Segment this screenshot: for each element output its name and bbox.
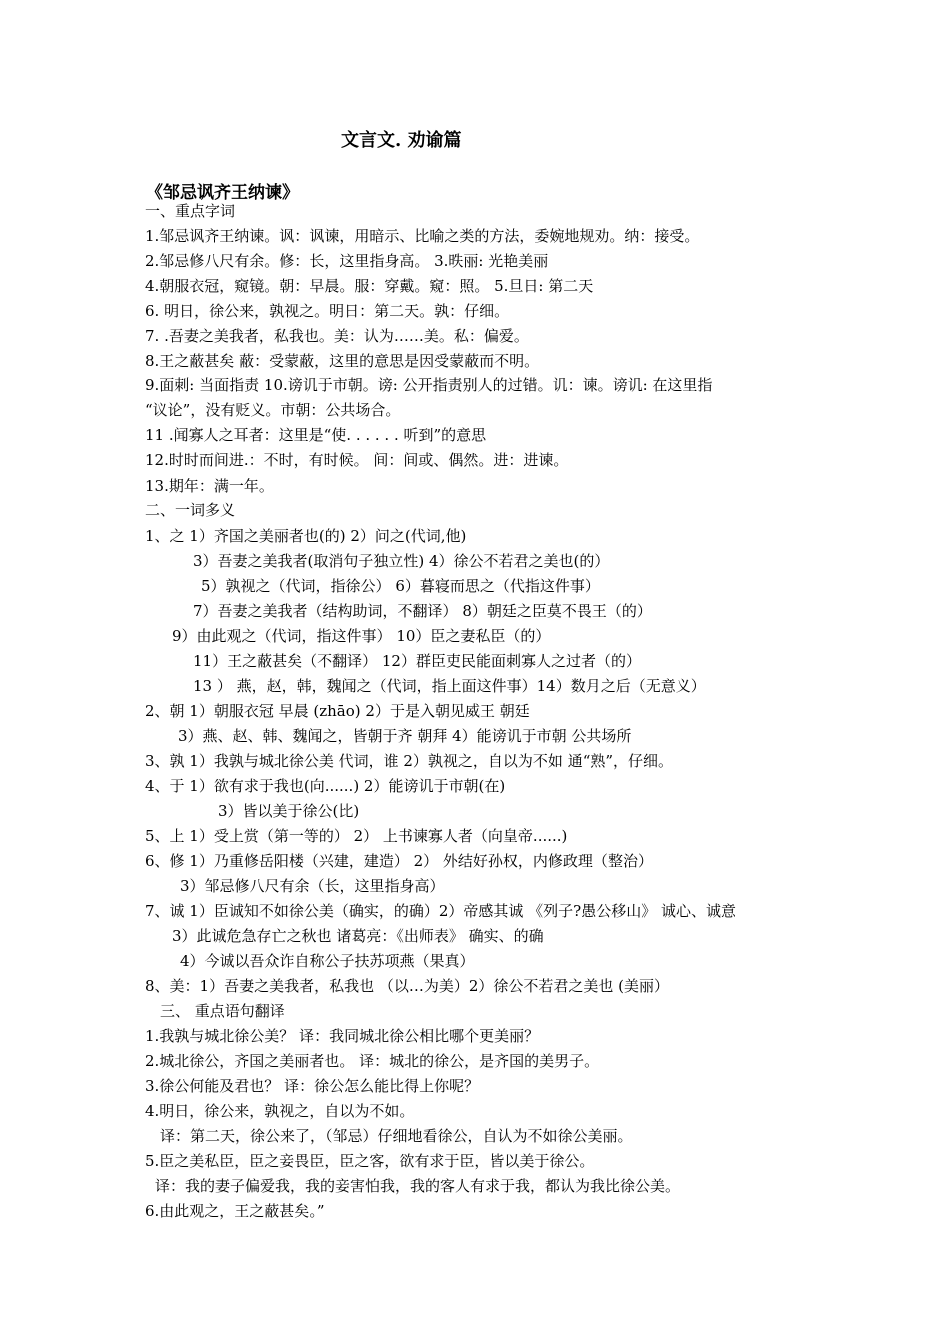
document-title: 文言文. 劝谕篇 [341,130,462,151]
text-line: 4）今诚以吾众诈自称公子扶苏项燕（果真） [180,952,475,970]
text-line: 2.城北徐公，齐国之美丽者也。 译：城北的徐公，是齐国的美男子。 [145,1052,600,1070]
text-line: 3.徐公何能及君也？ 译：徐公怎么能比得上你呢？ [145,1077,480,1095]
text-line: 9）由此观之（代词，指这件事） 10）臣之妻私臣（的） [172,627,551,645]
text-line: 3、孰 1）我孰与城北徐公美 代词，谁 2）孰视之，自以为不如 通“熟”，仔细。 [145,752,674,770]
text-line: 4.朝服衣冠，窥镜。朝：早晨。服：穿戴。窥：照。 5.旦日: 第二天 [145,277,594,295]
text-line: 1.我孰与城北徐公美？ 译：我同城北徐公相比哪个更美丽？ [145,1027,540,1045]
text-line: 9.面刺: 当面指责 10.谤讥于市朝。谤: 公开指责别人的过错。讥：谏。谤讥: 在这里指 [145,376,713,394]
text-line: 13 ） 燕，赵，韩，魏闻之（代词，指上面这件事）14）数月之后（无意义） [193,677,706,695]
text-line: 5、上 1）受上赏（第一等的） 2） 上书谏寡人者（向皇帝......) [145,827,568,845]
text-line: 译：第二天，徐公来了，（邹忌）仔细地看徐公，自认为不如徐公美丽。 [160,1127,633,1145]
text-line: 8、美：1）吾妻之美我者，私我也 （以…为美）2）徐公不若君之美也 (美丽） [145,977,670,995]
text-line: 4、于 1）欲有求于我也(向......) 2）能谤讥于市朝(在) [145,777,506,795]
text-line: 3）皆以美于徐公(比) [218,802,360,820]
text-line: 3）吾妻之美我者(取消句子独立性) 4）徐公不若君之美也(的） [193,552,610,570]
text-line: 6、修 1）乃重修岳阳楼（兴建，建造） 2） 外结好孙权，内修政理（整治） [145,852,653,870]
text-line: 5）孰视之（代词，指徐公） 6）暮寝而思之（代指这件事） [201,577,600,595]
text-line: 6.由此观之，王之蔽甚矣。” [145,1202,325,1220]
text-line: 5.臣之美私臣，臣之妾畏臣，臣之客，欲有求于臣，皆以美于徐公。 [145,1152,595,1170]
text-line: 3）邹忌修八尺有余（长，这里指身高） [180,877,445,895]
text-line: 8.王之蔽甚矣 蔽：受蒙蔽，这里的意思是因受蒙蔽而不明。 [145,352,540,370]
text-line: 4.明日，徐公来，孰视之，自以为不如。 [145,1102,415,1120]
text-line: “议论”，没有贬义。市朝：公共场合。 [145,401,401,419]
text-line: 7、诚 1）臣诚知不如徐公美（确实，的确）2）帝感其诚 《列子?愚公移山》 诚心、诚意 [145,902,736,920]
text-line: 12.时时而间进.：不时，有时候。 间：间或、偶然。进：进谏。 [145,451,569,469]
text-line: 1.邹忌讽齐王纳谏。讽：讽谏，用暗示、比喻之类的方法，委婉地规劝。纳：接受。 [145,227,700,245]
text-line: 3）此诚危急存亡之秋也 诸葛亮：《出师表》 确实、的确 [172,927,544,945]
text-line: 11 .闻寡人之耳者：这里是“使. . . . . . 听到”的意思 [145,426,487,444]
section-title: 《邹忌讽齐王纳谏》 [146,183,299,203]
text-line: 译：我的妻子偏爱我，我的妾害怕我，我的客人有求于我，都认为我比徐公美。 [155,1177,681,1195]
text-line: 7. .吾妻之美我者，私我也。美：认为……美。私：偏爱。 [145,327,529,345]
text-line: 2.邹忌修八尺有余。修：长，这里指身高。 3.昳丽: 光艳美丽 [145,252,549,270]
heading-key-words: 一、重点字词 [145,202,236,220]
text-line: 6. 明日，徐公来，孰视之。明日：第二天。孰：仔细。 [145,302,510,320]
text-line: 1、之 1）齐国之美丽者也(的) 2）问之(代词,他) [145,527,467,545]
heading-polysemy: 二、一词多义 [145,501,236,519]
text-line: 7）吾妻之美我者（结构助词，不翻译） 8）朝廷之臣莫不畏王（的） [193,602,652,620]
heading-translation: 三、 重点语句翻译 [160,1002,285,1020]
text-line: 3）燕、赵、韩、魏闻之，皆朝于齐 朝拜 4）能谤讥于市朝 公共场所 [178,727,632,745]
text-line: 2、朝 1）朝服衣冠 早晨 (zhāo) 2）于是入朝见威王 朝廷 [145,702,530,720]
text-line: 13.期年：满一年。 [145,477,274,495]
text-line: 11）王之蔽甚矣（不翻译） 12）群臣吏民能面刺寡人之过者（的） [193,652,641,670]
